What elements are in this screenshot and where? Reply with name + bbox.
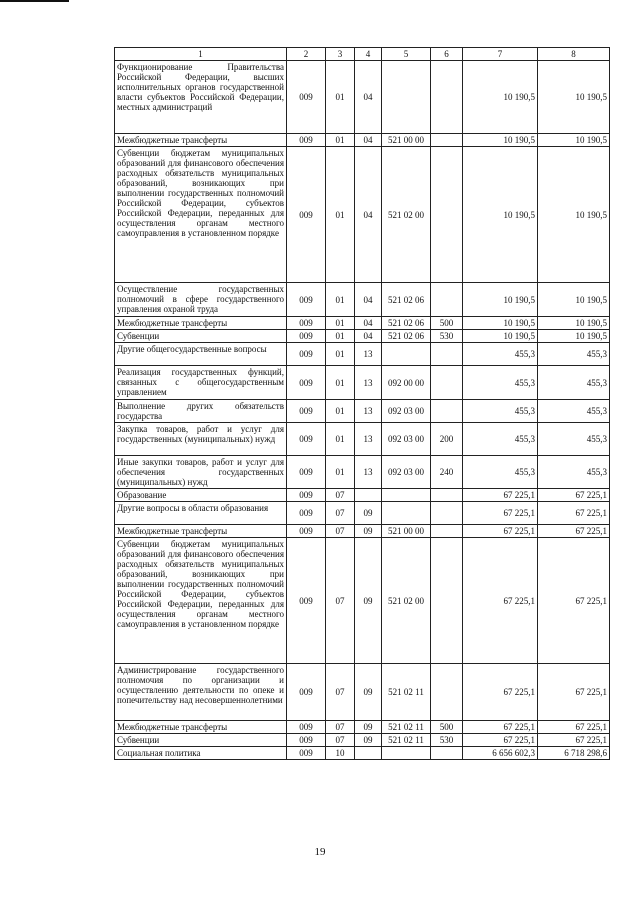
table-row: [115, 366, 610, 400]
header-cell: 6: [431, 48, 463, 61]
expense-type-code: [431, 400, 463, 423]
expense-type-code: 530: [431, 734, 463, 747]
expense-type-code: 200: [431, 423, 463, 456]
target-article-code: 521 02 11: [382, 664, 431, 721]
table-row: [115, 330, 610, 343]
amount-year-2: 10 190,5: [538, 134, 610, 147]
table-row: [115, 134, 610, 147]
podrazdel-code: 09: [355, 502, 382, 525]
amount-year-2: 10 190,5: [538, 317, 610, 330]
vedomstvo-code: 009: [287, 366, 326, 400]
amount-year-2: 455,3: [538, 366, 610, 400]
amount-year-1: 67 225,1: [463, 525, 538, 538]
vedomstvo-code: 009: [287, 283, 326, 317]
vedomstvo-code: 009: [287, 664, 326, 721]
target-article-code: 092 03 00: [382, 400, 431, 423]
expense-type-code: [431, 61, 463, 134]
header-cell: 4: [355, 48, 382, 61]
target-article-code: 521 02 00: [382, 147, 431, 283]
header-row: [115, 48, 610, 61]
row-name: Образование: [115, 489, 287, 502]
vedomstvo-code: 009: [287, 400, 326, 423]
header-cell: 5: [382, 48, 431, 61]
podrazdel-code: 13: [355, 366, 382, 400]
podrazdel-code: 04: [355, 283, 382, 317]
amount-year-2: 455,3: [538, 343, 610, 366]
budget-table: [114, 47, 610, 760]
expense-type-code: [431, 134, 463, 147]
razdel-code: 01: [326, 61, 355, 134]
amount-year-1: 67 225,1: [463, 721, 538, 734]
target-article-code: 092 00 00: [382, 366, 431, 400]
vedomstvo-code: 009: [287, 525, 326, 538]
podrazdel-code: 13: [355, 456, 382, 489]
expense-type-code: [431, 664, 463, 721]
razdel-code: 01: [326, 366, 355, 400]
amount-year-2: 455,3: [538, 456, 610, 489]
row-name: Субвенции: [115, 734, 287, 747]
amount-year-1: 67 225,1: [463, 489, 538, 502]
row-name: Межбюджетные трансферты: [115, 317, 287, 330]
top-rule: [0, 0, 69, 2]
amount-year-1: 455,3: [463, 366, 538, 400]
podrazdel-code: [355, 489, 382, 502]
table-row: [115, 525, 610, 538]
podrazdel-code: 04: [355, 317, 382, 330]
row-name: Реализация государственных функций, связанных с общегосударственным управлением: [115, 366, 287, 400]
vedomstvo-code: 009: [287, 134, 326, 147]
header-cell: 3: [326, 48, 355, 61]
target-article-code: [382, 61, 431, 134]
amount-year-1: 67 225,1: [463, 734, 538, 747]
row-name: Субвенции бюджетам муниципальных образований для финансового обеспечения расходных обязательств муниципальных образований, возникающих при выполнении государственных полномочий Российской Федерации, субъектов Российской Федерации, переданных для осуществления органам местного самоуправления в установленном порядке: [115, 538, 287, 664]
podrazdel-code: 09: [355, 734, 382, 747]
podrazdel-code: 13: [355, 423, 382, 456]
table-row: [115, 747, 610, 760]
razdel-code: 01: [326, 134, 355, 147]
expense-type-code: 530: [431, 330, 463, 343]
amount-year-1: 10 190,5: [463, 147, 538, 283]
target-article-code: 521 02 06: [382, 317, 431, 330]
target-article-code: 092 03 00: [382, 456, 431, 489]
vedomstvo-code: 009: [287, 343, 326, 366]
expense-type-code: 240: [431, 456, 463, 489]
row-name: Другие вопросы в области образования: [115, 502, 287, 525]
target-article-code: 521 02 06: [382, 283, 431, 317]
razdel-code: 01: [326, 423, 355, 456]
amount-year-2: 455,3: [538, 400, 610, 423]
razdel-code: 07: [326, 734, 355, 747]
vedomstvo-code: 009: [287, 317, 326, 330]
table-row: [115, 538, 610, 664]
amount-year-1: 455,3: [463, 400, 538, 423]
vedomstvo-code: 009: [287, 456, 326, 489]
razdel-code: 01: [326, 283, 355, 317]
row-name: Другие общегосударственные вопросы: [115, 343, 287, 366]
row-name: Межбюджетные трансферты: [115, 134, 287, 147]
row-name: Закупка товаров, работ и услуг для государственных (муниципальных) нужд: [115, 423, 287, 456]
target-article-code: 092 03 00: [382, 423, 431, 456]
razdel-code: 07: [326, 664, 355, 721]
header-cell: 2: [287, 48, 326, 61]
amount-year-2: 67 225,1: [538, 489, 610, 502]
table-row: [115, 400, 610, 423]
razdel-code: 01: [326, 330, 355, 343]
razdel-code: 01: [326, 317, 355, 330]
amount-year-2: 6 718 298,6: [538, 747, 610, 760]
expense-type-code: [431, 489, 463, 502]
row-name: Функционирование Правительства Российской Федерации, высших исполнительных органов государственной власти субъектов Российской Федерации, местных администраций: [115, 61, 287, 134]
amount-year-1: 10 190,5: [463, 330, 538, 343]
target-article-code: 521 02 11: [382, 734, 431, 747]
vedomstvo-code: 009: [287, 147, 326, 283]
expense-type-code: [431, 343, 463, 366]
row-name: Субвенции: [115, 330, 287, 343]
header-cell: 7: [463, 48, 538, 61]
expense-type-code: [431, 525, 463, 538]
vedomstvo-code: 009: [287, 330, 326, 343]
amount-year-1: 67 225,1: [463, 664, 538, 721]
amount-year-2: 455,3: [538, 423, 610, 456]
vedomstvo-code: 009: [287, 61, 326, 134]
amount-year-1: 10 190,5: [463, 283, 538, 317]
vedomstvo-code: 009: [287, 747, 326, 760]
amount-year-1: 67 225,1: [463, 538, 538, 664]
table-row: [115, 502, 610, 525]
row-name: Иные закупки товаров, работ и услуг для обеспечения государственных (муниципальных) нужд: [115, 456, 287, 489]
amount-year-1: 10 190,5: [463, 61, 538, 134]
amount-year-2: 10 190,5: [538, 330, 610, 343]
amount-year-1: 10 190,5: [463, 317, 538, 330]
table-row: [115, 664, 610, 721]
amount-year-2: 67 225,1: [538, 721, 610, 734]
target-article-code: 521 02 11: [382, 721, 431, 734]
vedomstvo-code: 009: [287, 734, 326, 747]
podrazdel-code: 13: [355, 400, 382, 423]
razdel-code: 07: [326, 502, 355, 525]
razdel-code: 10: [326, 747, 355, 760]
table-row: [115, 147, 610, 283]
target-article-code: 521 02 06: [382, 330, 431, 343]
header-cell: 1: [115, 48, 287, 61]
razdel-code: 01: [326, 147, 355, 283]
podrazdel-code: 04: [355, 147, 382, 283]
razdel-code: 07: [326, 721, 355, 734]
expense-type-code: [431, 366, 463, 400]
expense-type-code: [431, 147, 463, 283]
header-cell: 8: [538, 48, 610, 61]
podrazdel-code: 04: [355, 330, 382, 343]
target-article-code: 521 02 00: [382, 538, 431, 664]
razdel-code: 07: [326, 489, 355, 502]
table-row: [115, 456, 610, 489]
amount-year-1: 455,3: [463, 343, 538, 366]
row-name: Межбюджетные трансферты: [115, 721, 287, 734]
table-row: [115, 61, 610, 134]
amount-year-2: 10 190,5: [538, 283, 610, 317]
amount-year-2: 10 190,5: [538, 61, 610, 134]
target-article-code: 521 00 00: [382, 525, 431, 538]
amount-year-1: 455,3: [463, 456, 538, 489]
table-row: [115, 721, 610, 734]
expense-type-code: [431, 283, 463, 317]
podrazdel-code: 04: [355, 134, 382, 147]
row-name: Субвенции бюджетам муниципальных образований для финансового обеспечения расходных обязательств муниципальных образований, возникающих при выполнении государственных полномочий Российской Федерации, субъектов Российской Федерации, переданных для осуществления органам местного самоуправления в установленном порядке: [115, 147, 287, 283]
amount-year-2: 10 190,5: [538, 147, 610, 283]
amount-year-2: 67 225,1: [538, 734, 610, 747]
amount-year-2: 67 225,1: [538, 502, 610, 525]
expense-type-code: [431, 747, 463, 760]
podrazdel-code: 09: [355, 525, 382, 538]
row-name: Осуществление государственных полномочий в сфере государственного управления охраной труда: [115, 283, 287, 317]
target-article-code: [382, 343, 431, 366]
page-number: 19: [314, 846, 326, 858]
amount-year-2: 67 225,1: [538, 664, 610, 721]
table-row: [115, 343, 610, 366]
amount-year-1: 67 225,1: [463, 502, 538, 525]
amount-year-2: 67 225,1: [538, 525, 610, 538]
row-name: Межбюджетные трансферты: [115, 525, 287, 538]
podrazdel-code: 09: [355, 664, 382, 721]
expense-type-code: 500: [431, 317, 463, 330]
amount-year-1: 6 656 602,3: [463, 747, 538, 760]
table-row: [115, 734, 610, 747]
target-article-code: [382, 502, 431, 525]
expense-type-code: [431, 502, 463, 525]
podrazdel-code: 09: [355, 721, 382, 734]
razdel-code: 07: [326, 525, 355, 538]
expense-type-code: [431, 538, 463, 664]
amount-year-2: 67 225,1: [538, 538, 610, 664]
table-row: [115, 283, 610, 317]
vedomstvo-code: 009: [287, 721, 326, 734]
podrazdel-code: 04: [355, 61, 382, 134]
podrazdel-code: 13: [355, 343, 382, 366]
table-row: [115, 317, 610, 330]
amount-year-1: 10 190,5: [463, 134, 538, 147]
vedomstvo-code: 009: [287, 423, 326, 456]
razdel-code: 01: [326, 343, 355, 366]
row-name: Выполнение других обязательств государства: [115, 400, 287, 423]
table-row: [115, 423, 610, 456]
razdel-code: 01: [326, 456, 355, 489]
razdel-code: 07: [326, 538, 355, 664]
target-article-code: [382, 489, 431, 502]
podrazdel-code: [355, 747, 382, 760]
podrazdel-code: 09: [355, 538, 382, 664]
row-name: Социальная политика: [115, 747, 287, 760]
target-article-code: 521 00 00: [382, 134, 431, 147]
vedomstvo-code: 009: [287, 489, 326, 502]
expense-type-code: 500: [431, 721, 463, 734]
razdel-code: 01: [326, 400, 355, 423]
vedomstvo-code: 009: [287, 502, 326, 525]
vedomstvo-code: 009: [287, 538, 326, 664]
amount-year-1: 455,3: [463, 423, 538, 456]
row-name: Администрирование государственного полномочия по организации и осуществлению деятельности по опеке и попечительству над несовершеннолетними: [115, 664, 287, 721]
table-row: [115, 489, 610, 502]
target-article-code: [382, 747, 431, 760]
